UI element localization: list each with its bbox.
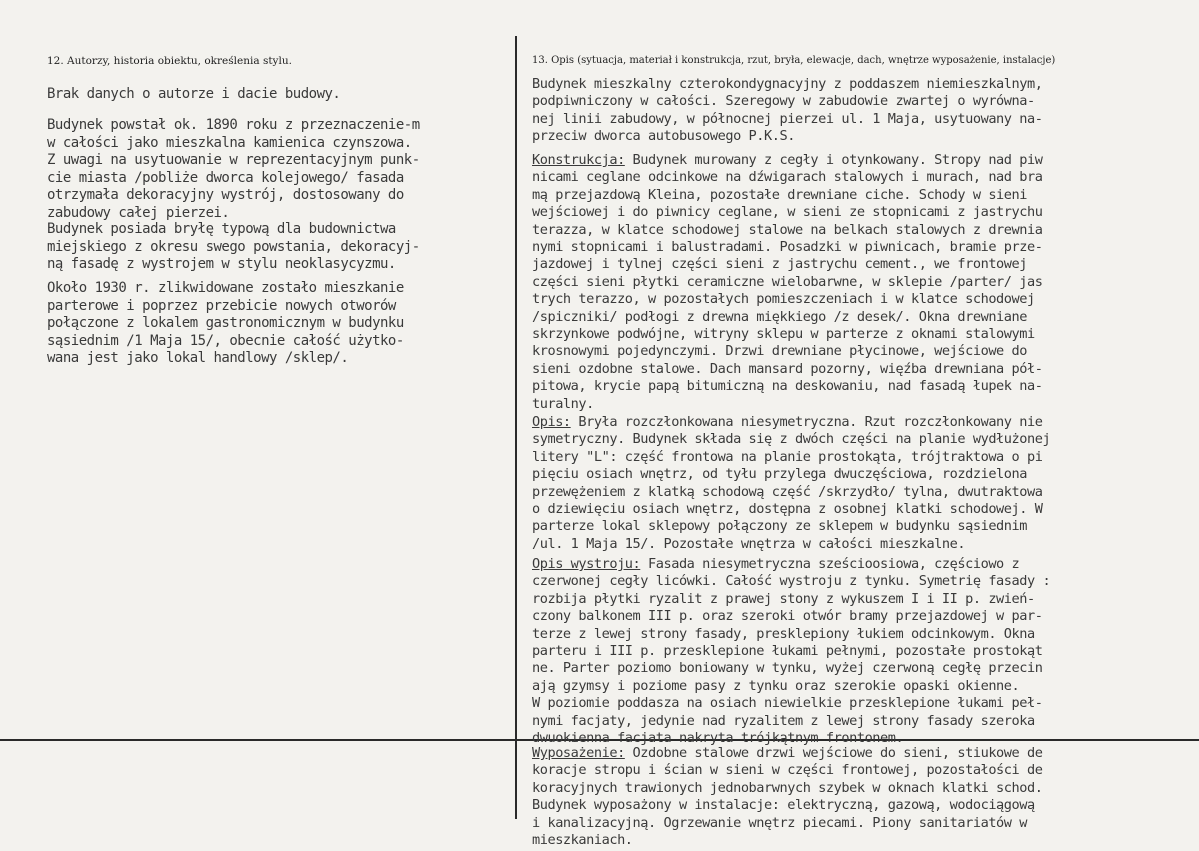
right-intro: Budynek mieszkalny czterokondygnacyjny z poddaszem niemieszkalnym, podpiwniczony w całości. Szeregowy w zabudowie zwartej o wyrówna- nej linii zabudowy, w północnej pierzei ul. 1 Maja, usytuowany na- przeciw dworca autobusowego P.K.S. xyxy=(532,76,1043,145)
left-paragraph-2: Budynek powstał ok. 1890 roku z przeznaczenie-m w całości jako mieszkalna kamienica czynszowa. Z uwagi na usytuowanie w reprezentacyjnym punk- cie miasta /pobliże dworca kolejowego/ fasada otrzymała dekoracyjny wystrój, dostosowany do zabudowy całej pierzei. xyxy=(47,117,420,221)
section-text-opis: Bryła rozczłonkowana niesymetryczna. Rzut rozczłonkowany nie symetryczny. Budynek składa się z dwóch części na planie wydłużonej litery "L": część frontowa na planie prostokąta, trójtraktowa o pi pięciu osiach wnętrz, od tyłu przylega dwuczęściowa, rozdzielona przewężeniem z klatką schodową część /skrzydło/ tylna, dwutraktowa o dziewięciu osiach wnętrz, dostępna z osobnej klatki schodowej. W parterze lokal sklepowy połączony ze sklepem w budynku sąsiednim /ul. 1 Maja 15/. Pozostałe wnętrza w całości mieszkalne. xyxy=(532,414,1051,552)
section-text-konstrukcja: Budynek murowany z cegły i otynkowany. Stropy nad piw nicami ceglane odcinkowe na dźwigarach stalowych i murach, nad bra mą przejazdową Kleina, pozostałe drewniane ciche. Schody w sieni wejściowej i do piwnicy ceglane, w sieni ze stopnicami z jastrychu terazza, w klatce schodowej stalowe na belkach stalowych z drewnia nymi stopnicami i balustradami. Posadzki w piwnicach, bramie prze- jazdowej i tylnej części sieni z jastrychu cement., we frontowej części sieni płytki ceramiczne wielobarwne, w sklepie /parter/ jas trych terazzo, w pozostałych pomieszczeniach i w klatce schodowej /spiczniki/ podłogi z drewna miękkiego /z desek/. Okna drewniane skrzynkowe podwójne, witryny sklepu w parterze z oknami stalowymi krosnowymi pojedynczymi. Drzwi drewniane płycinowe, wejściowe do sieni ozdobne stalowe. Dach mansard pozorny, więźba drewniana pół- pitowa, krycie papą bitumiczną na deskowaniu, nad fasadą łupek na- turalny. xyxy=(532,152,1043,412)
left-paragraph-1: Brak danych o autorze i dacie budowy. xyxy=(47,86,341,102)
left-column-header: 12. Autorzy, historia obiektu, określenia stylu. xyxy=(47,55,292,67)
right-column-header: 13. Opis (sytuacja, materiał i konstrukcja, rzut, bryła, elewacje, dach, wnętrze wyposażenie, instalacje) xyxy=(532,55,1056,66)
left-paragraph-3: Budynek posiada bryłę typową dla budownictwa miejskiego z okresu swego powstania, dekoracyj- ną fasadę z wystrojem w stylu neoklasycyzmu. xyxy=(47,221,420,272)
section-label-opis-wystroju: Opis wystroju: xyxy=(532,556,641,572)
section-label-wyposazenie: Wyposażenie: xyxy=(532,745,625,761)
section-opis-wystroju xyxy=(532,556,1050,747)
section-text-opis-wystroju: Fasada niesymetryczna sześcioosiowa, częściowo z czerwonej cegły licówki. Całość wystroju z tynku. Symetrię fasady : rozbija płytki ryzalit z prawej stony z wykuszem I i II p. zwień- czony balkonem III p. oraz szeroki otwór bramy przejazdowej w par- terze z lewej strony fasady, presklepiony łukiem odcinkowym. Okna parteru i III p. przesklepione łukami pełnymi, pozostałe prostokąt ne. Parter poziomo boniowany w tynku, wyżej czerwoną cegłę przecin ają gzymsy i poziome pasy z tynku oraz szerokie opaski okienne. W poziomie poddasza na osiach niewielkie przesklepione łukami peł- nymi facjaty, jedynie nad ryzalitem z lewej strony fasady szeroka dwuokienna facjata nakryta trójkątnym frontonem. xyxy=(532,556,1051,747)
section-label-konstrukcja: Konstrukcja: xyxy=(532,152,625,168)
section-label-opis: Opis: xyxy=(532,414,571,430)
section-text-wyposazenie: Ozdobne stalowe drzwi wejściowe do sieni, stiukowe de koracje stropu i ścian w sieni w części frontowej, pozostałości de koracyjnych trawionych jednobarwnych szybek w oknach klatki schod. Budynek wyposażony w instalacje: elektryczną, gazową, wodociągową i kanalizacyjną. Ogrzewanie wnętrz piecami. Piony sanitariatów w mieszkaniach. xyxy=(532,745,1043,849)
section-konstrukcja xyxy=(532,152,1042,413)
column-divider xyxy=(515,36,517,819)
section-wyposazenie xyxy=(532,745,1042,849)
section-opis xyxy=(532,414,1050,553)
left-paragraph-4: Około 1930 r. zlikwidowane zostało mieszkanie parterowe i poprzez przebicie nowych otworów połączone z lokalem gastronomicznym w budynku sąsiednim /1 Maja 15/, obecnie całość użytko- wana jest jako lokal handlowy /sklep/. xyxy=(47,280,404,366)
